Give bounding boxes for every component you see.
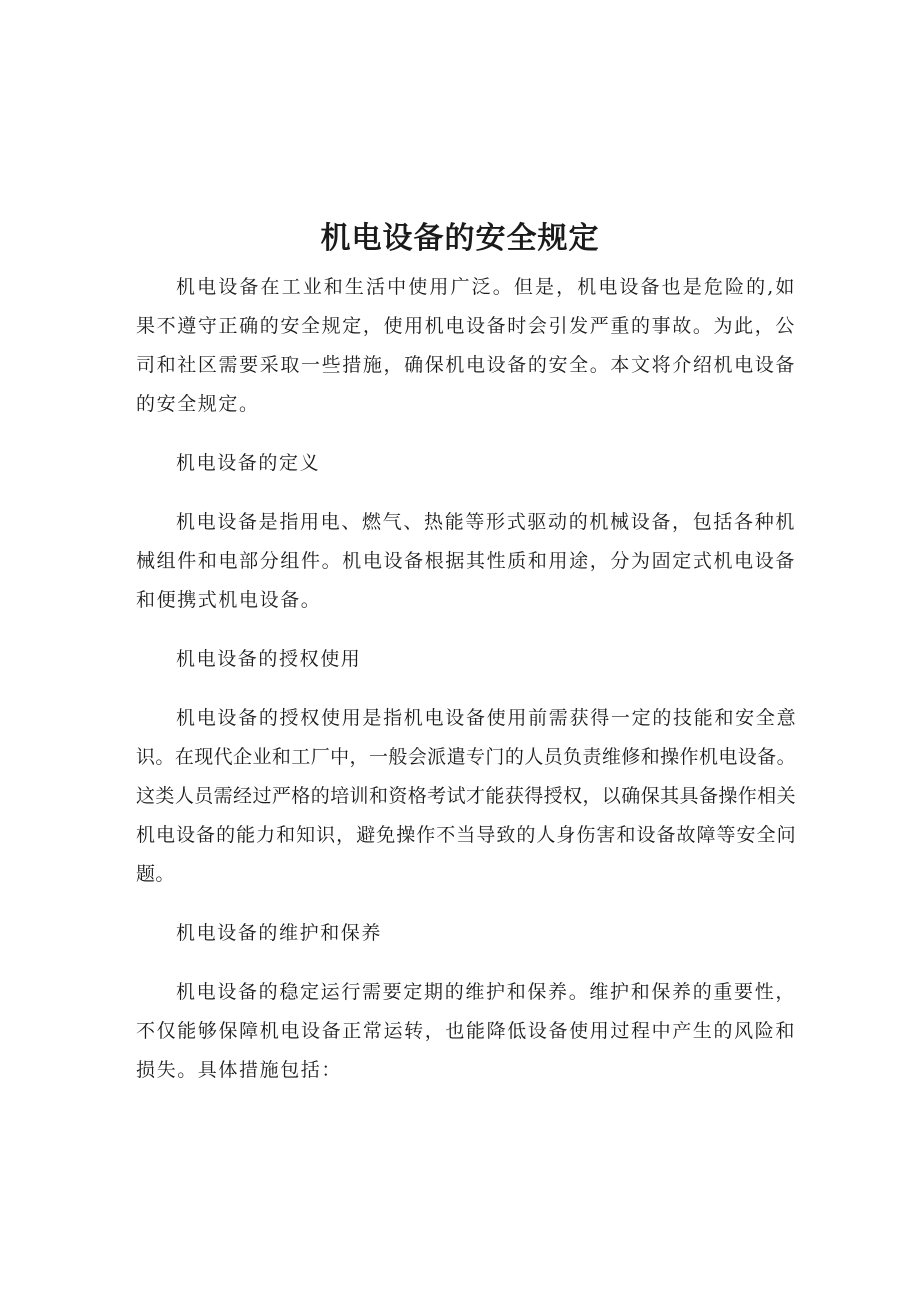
intro-paragraph: 机电设备在工业和生活中使用广泛。但是，机电设备也是危险的,如果不遵守正确的安全规定，使用机电设备时会引发严重的事故。为此，公司和社区需要采取一些措施，确保机电设备的安全。本文将介绍机电设备的安全规定。 [136,276,796,415]
section-text-authorization: 机电设备的授权使用是指机电设备使用前需获得一定的技能和安全意识。在现代企业和工厂中，一般会派遣专门的人员负责维修和操作机电设备。这类人员需经过严格的培训和资格考试才能获得授权，以确保其具备操作相关机电设备的能力和知识，避免操作不当导致的人身伤害和设备故障等安全问题。 [136,707,796,885]
document-body [136,268,796,1110]
section-text-maintenance: 机电设备的稳定运行需要定期的维护和保养。维护和保养的重要性，不仅能够保障机电设备正常运转，也能降低设备使用过程中产生的风险和损失。具体措施包括： [136,981,796,1081]
section-heading-definition: 机电设备的定义 [176,452,321,474]
section-text-definition: 机电设备是指用电、燃气、热能等形式驱动的机械设备，包括各种机械组件和电部分组件。机电设备根据其性质和用途，分为固定式机电设备和便携式机电设备。 [136,511,796,611]
document-title: 机电设备的安全规定 [320,221,600,256]
section-heading-authorization: 机电设备的授权使用 [176,648,362,670]
section-heading-maintenance: 机电设备的维护和保养 [176,922,383,944]
